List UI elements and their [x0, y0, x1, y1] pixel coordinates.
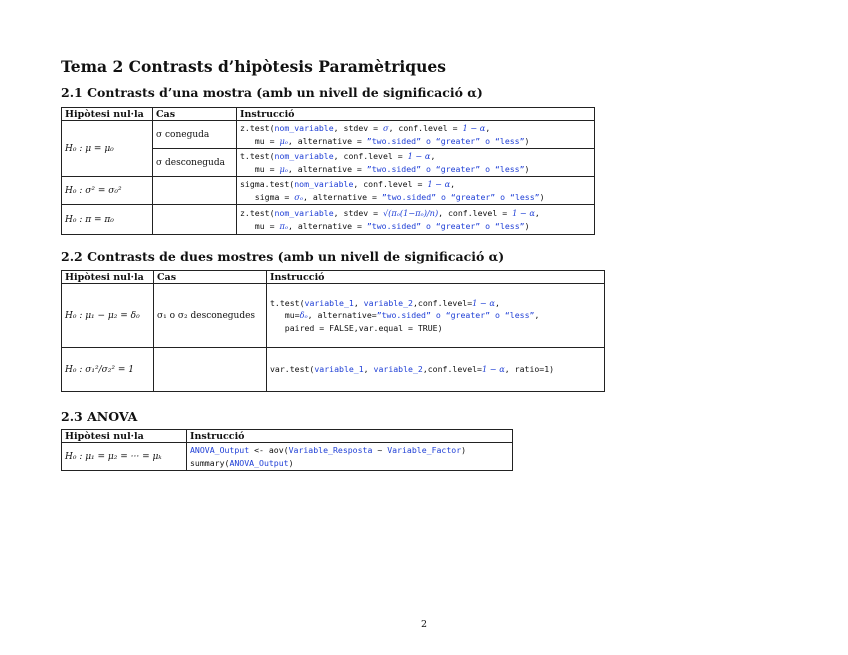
code-alternatives: ”two.sided” o “greater” o “less”	[366, 220, 525, 231]
code-text: , alternative =	[287, 135, 367, 146]
code-fn: t.test(	[240, 151, 275, 161]
code-text: mu=	[270, 310, 300, 321]
code-text: ,	[353, 297, 364, 308]
case-sigma-unknown: σ desconeguda	[153, 149, 237, 177]
page-number: 2	[420, 619, 428, 630]
code-var: variable_2	[373, 364, 423, 375]
hypothesis-variance-ratio: H₀ : σ₁²/σ₂² = 1	[62, 348, 154, 392]
instruction-t-test	[237, 149, 595, 177]
table-header-row	[62, 430, 513, 443]
case-sigmas-unknown: σ₁ o σ₂ desconegudes	[154, 284, 267, 348]
code-math: σₒ	[294, 191, 303, 202]
hypothesis-mean: H₀ : μ = μ₀	[62, 121, 153, 177]
header-hypothesis: Hipòtesi nul·la	[62, 271, 154, 284]
code-text: ,conf.level=	[422, 364, 482, 375]
code-text: ,	[450, 179, 456, 189]
code-text: mu =	[240, 135, 280, 146]
code-math: δₒ	[299, 310, 308, 321]
table-row	[62, 177, 595, 205]
code-text: )	[524, 163, 530, 174]
code-fn: t.test(	[270, 297, 305, 308]
table-row	[62, 443, 513, 471]
code-fn: z.test(	[240, 123, 275, 133]
code-alternatives: ”two.sided” o “greater” o “less”	[376, 310, 535, 321]
code-math: πₒ	[279, 220, 288, 231]
code-fn: summary(	[190, 457, 230, 468]
instruction-z-test-proportion	[237, 205, 595, 235]
code-text: mu =	[240, 163, 280, 174]
code-text: sigma =	[240, 191, 295, 202]
header-instruction: Instrucció	[187, 430, 513, 443]
page-title: Tema 2 Contrasts d’hipòtesis Paramètriques	[61, 57, 446, 76]
section-title-anova: 2.3 ANOVA	[61, 409, 138, 424]
code-alternatives: ”two.sided” o “greater” o “less”	[366, 135, 525, 146]
code-text: mu =	[240, 220, 280, 231]
case-empty	[154, 348, 267, 392]
instruction-sigma-test	[237, 177, 595, 205]
code-math: 1 − α	[512, 208, 535, 218]
section-title-two-samples: 2.2 Contrasts de dues mostres (amb un nivell de significació α)	[61, 249, 505, 264]
hypothesis-diff-means: H₀ : μ₁ − μ₂ = δ₀	[62, 284, 154, 348]
table-header-row	[62, 108, 595, 121]
table-row	[62, 348, 605, 392]
case-empty	[153, 205, 237, 235]
code-fn: sigma.test(	[240, 179, 295, 189]
code-var: ANOVA_Output	[190, 445, 250, 455]
code-text: , conf.level =	[438, 208, 513, 218]
code-text: paired = FALSE,var.equal = TRUE)	[270, 322, 443, 333]
instruction-t-test-two	[267, 284, 605, 348]
code-fn: z.test(	[240, 208, 275, 218]
code-text: )	[461, 445, 467, 455]
table-row	[62, 121, 595, 149]
code-text: ~	[372, 445, 388, 455]
code-alternatives: ”two.sided” o “greater” o “less”	[381, 191, 540, 202]
code-text: , alternative =	[287, 220, 367, 231]
header-hypothesis: Hipòtesi nul·la	[62, 430, 187, 443]
code-text: , ratio=1)	[504, 364, 555, 375]
instruction-z-test	[237, 121, 595, 149]
code-text: )	[524, 220, 530, 231]
code-math: 1 − α	[407, 151, 431, 161]
code-text: ,conf.level=	[412, 297, 473, 308]
code-math: 1 − α	[481, 364, 505, 375]
code-text: ,	[430, 151, 436, 161]
header-case: Cas	[154, 271, 267, 284]
code-text: , conf.level =	[353, 179, 428, 189]
two-samples-table	[61, 270, 605, 392]
table-header-row	[62, 271, 605, 284]
code-text: , alternative=	[307, 310, 377, 321]
header-instruction: Instrucció	[237, 108, 595, 121]
header-hypothesis: Hipòtesi nul·la	[62, 108, 153, 121]
code-text: ,	[534, 310, 540, 321]
code-var: nom_variable	[274, 123, 334, 133]
hypothesis-anova: H₀ : μ₁ = μ₂ = ··· = μₖ	[62, 443, 187, 471]
code-text: <- aov(	[249, 445, 289, 455]
code-var: Variable_Factor	[387, 445, 462, 455]
code-text: , alternative =	[287, 163, 367, 174]
instruction-var-test	[267, 348, 605, 392]
code-math: μₒ	[279, 135, 288, 146]
code-text: ,	[485, 123, 491, 133]
code-text: ,	[534, 208, 540, 218]
code-text: )	[524, 135, 530, 146]
code-text: ,	[363, 364, 374, 375]
code-fn: var.test(	[270, 364, 315, 375]
code-text: )	[539, 191, 545, 202]
code-math: 1 − α	[462, 123, 486, 133]
case-empty	[153, 177, 237, 205]
code-text: ,	[494, 297, 500, 308]
hypothesis-variance: H₀ : σ² = σ₀²	[62, 177, 153, 205]
anova-table	[61, 429, 513, 471]
code-text: , stdev =	[333, 123, 383, 133]
hypothesis-proportion: H₀ : π = π₀	[62, 205, 153, 235]
code-var: nom_variable	[274, 151, 334, 161]
code-math: μₒ	[279, 163, 288, 174]
code-text: , conf.level =	[333, 151, 408, 161]
one-sample-table	[61, 107, 595, 235]
code-var: nom_variable	[294, 179, 354, 189]
table-row	[62, 284, 605, 348]
code-math: 1 − α	[472, 297, 495, 308]
header-case: Cas	[153, 108, 237, 121]
code-var: ANOVA_Output	[229, 457, 289, 468]
code-text: )	[288, 457, 294, 468]
instruction-aov	[187, 443, 513, 471]
code-alternatives: ”two.sided” o “greater” o “less”	[366, 163, 525, 174]
code-math: σ	[382, 123, 389, 133]
code-var: nom_variable	[274, 208, 334, 218]
code-var: Variable_Resposta	[288, 445, 373, 455]
code-var: variable_1	[314, 364, 364, 375]
header-instruction: Instrucció	[267, 271, 605, 284]
code-math: √(πₒ(1−πₒ)/n)	[382, 208, 439, 218]
section-title-one-sample: 2.1 Contrasts d’una mostra (amb un nivell de significació α)	[61, 85, 483, 100]
code-var: variable_1	[304, 297, 354, 308]
code-var: variable_2	[363, 297, 413, 308]
code-text: , stdev =	[333, 208, 383, 218]
case-sigma-known: σ coneguda	[153, 121, 237, 149]
code-text: , alternative =	[302, 191, 382, 202]
code-math: 1 − α	[427, 179, 451, 189]
code-text: , conf.level =	[388, 123, 463, 133]
table-row	[62, 205, 595, 235]
